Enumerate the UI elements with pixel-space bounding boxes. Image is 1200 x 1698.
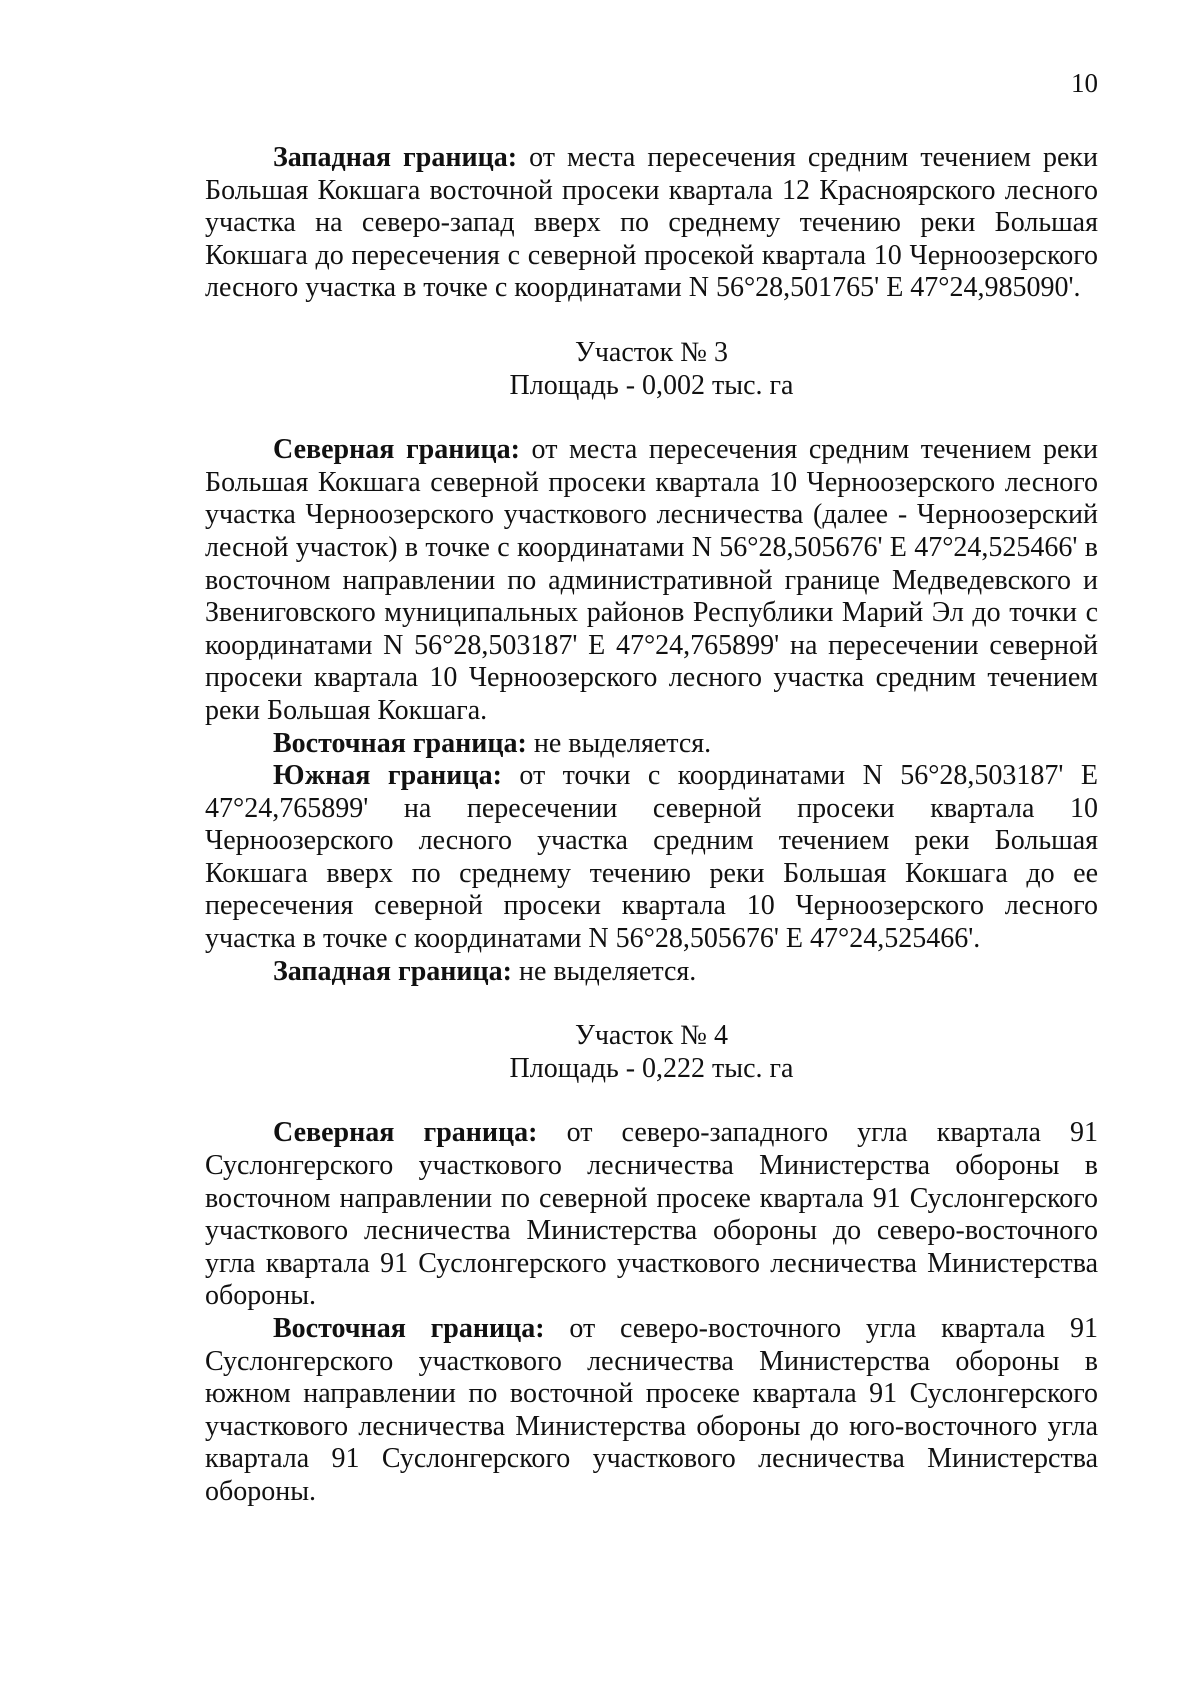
paragraph-north-boundary-section4 xyxy=(205,1117,1098,1313)
spacer xyxy=(205,402,1098,434)
paragraph-east-boundary-section3 xyxy=(205,728,1098,761)
paragraph-text: от северо-восточного угла квартала 91 Суслонгерского участкового лесничества Министерства обороны в южном направлении по восточной просеке квартала 91 Суслонгерского участкового лесничества Министерства обороны до юго-восточного угла квартала 91 Суслонгерского участкового лесничества Министерства обороны. xyxy=(205,1313,1098,1507)
paragraph-label: Северная граница: xyxy=(273,434,520,466)
paragraph-west-boundary-section3 xyxy=(205,956,1098,989)
paragraph-text: от места пересечения средним течением реки Большая Кокшага восточной просеки квартала 12 Красноярского лесного участка на северо-запад вверх по среднему течению реки Большая Кокшага до пересечения с северной просекой квартала 10 Черноозерского лесного участка в точке с координатами N 56°28,501765' E 47°24,985090'. xyxy=(205,142,1098,304)
spacer xyxy=(205,305,1098,337)
paragraph-west-boundary-section2 xyxy=(205,142,1098,305)
paragraph-label: Западная граница: xyxy=(273,955,512,987)
section-4-title: Участок № 4 xyxy=(575,1020,728,1052)
paragraph-text: от северо-западного угла квартала 91 Суслонгерского участкового лесничества Министерства обороны в восточном направлении по северной просеке квартала 91 Суслонгерского участкового лесничества Министерства обороны до северо-восточного угла квартала 91 Суслонгерского участкового лесничества Министерства обороны. xyxy=(205,1117,1098,1312)
document-body xyxy=(205,142,1098,1509)
paragraph-label: Восточная граница: xyxy=(273,727,527,759)
paragraph-south-boundary-section3 xyxy=(205,760,1098,956)
paragraph-text: от точки с координатами N 56°28,503187' E 47°24,765899' на пересечении северной просеки квартала 10 Черноозерского лесного участка средним течением реки Большая Кокшага вверх по среднему течению реки Большая Кокшага до ее пересечения северной просеки квартала 10 Черноозерского лесного участка в точке с координатами N 56°28,505676' E 47°24,525466'. xyxy=(205,760,1098,955)
section-3-heading xyxy=(205,337,1098,402)
paragraph-east-boundary-section4 xyxy=(205,1313,1098,1509)
section-3-title: Участок № 3 xyxy=(575,336,728,368)
section-3-area: Площадь - 0,002 тыс. га xyxy=(509,369,794,401)
paragraph-label: Восточная граница: xyxy=(273,1313,545,1344)
paragraph-label: Северная граница: xyxy=(273,1117,538,1149)
paragraph-label: Южная граница: xyxy=(273,760,502,792)
spacer xyxy=(205,988,1098,1020)
paragraph-north-boundary-section3 xyxy=(205,434,1098,727)
paragraph-text: не выделяется. xyxy=(526,727,712,759)
spacer xyxy=(205,1085,1098,1117)
section-4-heading xyxy=(205,1020,1098,1085)
paragraph-text: не выделяется. xyxy=(512,955,697,987)
paragraph-text: от места пересечения средним течением реки Большая Кокшага северной просеки квартала 10 Черноозерского лесного участка Черноозерского участкового лесничества (далее - Черноозерский лесной участок) в точке с координатами N 56°28,505676' E 47°24,525466' в восточном направлении по административной границе Медведевского и Звениговского муниципальных районов Республики Марий Эл до точки с координатами N 56°28,503187' E 47°24,765899' на пересечении северной просеки квартала 10 Черноозерского лесного участка средним течением реки Большая Кокшага. xyxy=(205,434,1098,726)
section-4-area: Площадь - 0,222 тыс. га xyxy=(509,1052,794,1084)
page-number: 10 xyxy=(1071,68,1098,98)
paragraph-label: Западная граница: xyxy=(273,142,518,173)
